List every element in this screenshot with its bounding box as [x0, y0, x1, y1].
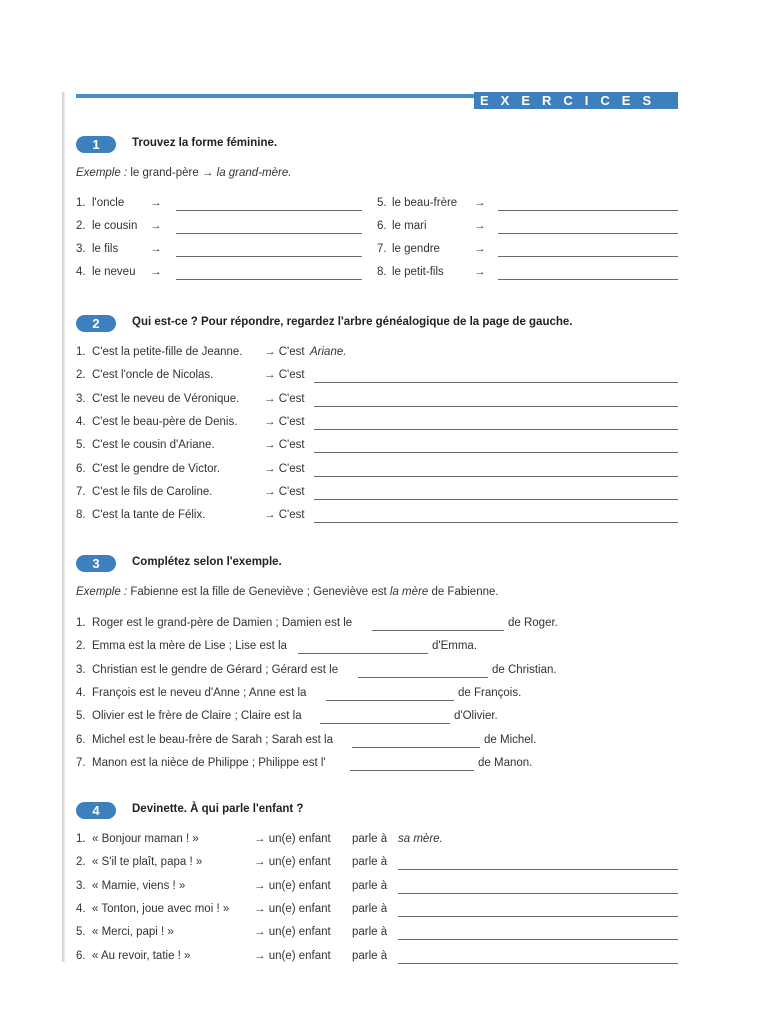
- item-tail: de François.: [458, 686, 522, 699]
- item-text: C'est le fils de Caroline.: [92, 485, 213, 498]
- answer-blank[interactable]: [314, 452, 678, 453]
- item-tail: d'Emma.: [432, 640, 478, 653]
- answer-blank[interactable]: [398, 963, 678, 964]
- answer-blank[interactable]: [176, 210, 362, 211]
- item-number: 4.: [76, 266, 86, 278]
- quote-text: « S'il te plaît, papa ! »: [92, 856, 203, 869]
- item-word: le petit-fils: [392, 266, 444, 278]
- answer-blank[interactable]: [314, 406, 678, 407]
- example-tail: de Fabienne.: [428, 586, 499, 598]
- item-number: 6.: [76, 462, 86, 475]
- item-number: 1.: [76, 617, 86, 629]
- item-text: C'est la petite-fille de Jeanne.: [92, 346, 243, 358]
- item-word: le fils: [92, 243, 119, 255]
- item-text: C'est le beau-père de Denis.: [92, 415, 238, 428]
- item-number: 4.: [76, 686, 86, 699]
- item-text: C'est le neveu de Véronique.: [92, 392, 240, 405]
- answer-blank[interactable]: [398, 916, 678, 917]
- item-number: 3.: [76, 243, 86, 255]
- item-tail: de Manon.: [478, 756, 533, 769]
- speaker-text: → un(e) enfant: [254, 926, 331, 939]
- item-number: 3.: [76, 663, 86, 676]
- item-number: 2.: [76, 640, 86, 653]
- exercise-2-title: Qui est-ce ? Pour répondre, regardez l'arbre généalogique de la page de gauche.: [132, 316, 573, 328]
- answer-prefix: → C'est: [264, 346, 305, 358]
- speaker-text: → un(e) enfant: [254, 856, 331, 869]
- exercise-4-title: Devinette. À qui parle l'enfant ?: [132, 803, 304, 815]
- example-label: Exemple :: [76, 167, 128, 179]
- example-answer: la mère: [389, 586, 429, 598]
- item-number: 7.: [377, 243, 387, 255]
- item-number: 2.: [76, 220, 86, 232]
- arrow-icon: →: [150, 197, 162, 209]
- item-text: C'est le cousin d'Ariane.: [92, 439, 215, 452]
- section-header: EXERCICES: [474, 92, 678, 109]
- item-number: 1.: [76, 346, 86, 358]
- verb-text: parle à: [352, 856, 388, 869]
- answer-blank[interactable]: [498, 233, 678, 234]
- item-text: Christian est le gendre de Gérard ; Gérard est le: [92, 663, 339, 676]
- exercise-2-badge: 2: [76, 315, 116, 332]
- speaker-text: → un(e) enfant: [254, 949, 331, 962]
- item-number: 4.: [76, 415, 86, 428]
- exercise-3-title: Complétez selon l'exemple.: [132, 556, 282, 568]
- item-number: 5.: [76, 439, 86, 452]
- answer-prefix: → C'est: [264, 369, 305, 382]
- item-word: l'oncle: [92, 197, 125, 209]
- item-text: Manon est la nièce de Philippe ; Philippe est l': [92, 756, 326, 769]
- item-number: 8.: [76, 509, 86, 522]
- example-answer: Ariane.: [310, 346, 347, 358]
- item-number: 5.: [76, 926, 86, 939]
- answer-prefix: → C'est: [264, 485, 305, 498]
- answer-blank[interactable]: [320, 723, 450, 724]
- example-answer: la grand-mère.: [216, 167, 292, 179]
- item-text: C'est le gendre de Victor.: [92, 462, 220, 475]
- example-label: Exemple :: [76, 586, 128, 598]
- item-number: 1.: [76, 197, 86, 209]
- item-number: 5.: [377, 197, 387, 209]
- speaker-text: → un(e) enfant: [254, 833, 331, 845]
- item-text: C'est l'oncle de Nicolas.: [92, 369, 214, 382]
- answer-blank[interactable]: [352, 747, 480, 748]
- item-word: le cousin: [92, 220, 138, 232]
- arrow-icon: →: [474, 220, 486, 232]
- exercise-1-title: Trouvez la forme féminine.: [132, 137, 278, 149]
- item-word: le neveu: [92, 266, 136, 278]
- arrow-icon: →: [474, 197, 486, 209]
- item-number: 3.: [76, 392, 86, 405]
- answer-blank[interactable]: [498, 256, 678, 257]
- arrow-icon: →: [474, 266, 486, 278]
- arrow-icon: →: [150, 243, 162, 255]
- item-text: François est le neveu d'Anne ; Anne est la: [92, 686, 307, 699]
- item-number: 4.: [76, 902, 86, 915]
- exercise-3-badge: 3: [76, 555, 116, 572]
- answer-blank[interactable]: [372, 630, 504, 631]
- quote-text: « Merci, papi ! »: [92, 926, 174, 939]
- answer-blank[interactable]: [498, 210, 678, 211]
- answer-prefix: → C'est: [264, 462, 305, 475]
- exercise-3-example: [76, 586, 499, 598]
- answer-blank[interactable]: [498, 279, 678, 280]
- quote-text: « Au revoir, tatie ! »: [92, 949, 191, 962]
- answer-blank[interactable]: [314, 499, 678, 500]
- answer-blank[interactable]: [314, 382, 678, 383]
- answer-blank[interactable]: [176, 279, 362, 280]
- item-number: 5.: [76, 710, 86, 723]
- item-text: Olivier est le frère de Claire ; Claire est la: [92, 710, 302, 723]
- arrow-icon: →: [150, 220, 162, 232]
- verb-text: parle à: [352, 833, 388, 845]
- item-word: le beau-frère: [392, 197, 458, 209]
- item-text: Emma est la mère de Lise ; Lise est la: [92, 640, 287, 653]
- verb-text: parle à: [352, 926, 388, 939]
- item-tail: de Roger.: [508, 617, 558, 629]
- answer-blank[interactable]: [314, 522, 678, 523]
- item-word: le mari: [392, 220, 427, 232]
- item-number: 2.: [76, 856, 86, 869]
- answer-blank[interactable]: [350, 770, 474, 771]
- item-tail: de Christian.: [492, 663, 557, 676]
- quote-text: « Tonton, joue avec moi ! »: [92, 902, 230, 915]
- example-answer: sa mère.: [398, 833, 443, 845]
- item-number: 6.: [377, 220, 387, 232]
- answer-blank[interactable]: [314, 429, 678, 430]
- item-number: 1.: [76, 833, 86, 845]
- item-tail: de Michel.: [484, 733, 537, 746]
- exercise-1-example: [76, 167, 291, 179]
- verb-text: parle à: [352, 902, 388, 915]
- answer-blank[interactable]: [358, 677, 488, 678]
- item-number: 6.: [76, 733, 86, 746]
- example-text: Fabienne est la fille de Geneviève ; Geneviève est: [127, 586, 390, 598]
- item-text: C'est la tante de Félix.: [92, 509, 206, 522]
- verb-text: parle à: [352, 879, 388, 892]
- answer-blank[interactable]: [298, 653, 428, 654]
- speaker-text: → un(e) enfant: [254, 902, 331, 915]
- item-tail: d'Olivier.: [454, 710, 498, 723]
- answer-blank[interactable]: [326, 700, 454, 701]
- speaker-text: → un(e) enfant: [254, 879, 331, 892]
- quote-text: « Bonjour maman ! »: [92, 833, 199, 845]
- answer-prefix: → C'est: [264, 509, 305, 522]
- item-number: 3.: [76, 879, 86, 892]
- answer-blank[interactable]: [314, 476, 678, 477]
- header-rule: [76, 94, 474, 98]
- arrow-icon: →: [150, 266, 162, 278]
- answer-prefix: → C'est: [264, 415, 305, 428]
- answer-blank[interactable]: [398, 869, 678, 870]
- item-text: Michel est le beau-frère de Sarah ; Sarah est la: [92, 733, 333, 746]
- item-number: 7.: [76, 485, 86, 498]
- answer-blank[interactable]: [176, 233, 362, 234]
- item-number: 8.: [377, 266, 387, 278]
- arrow-icon: →: [474, 243, 486, 255]
- answer-blank[interactable]: [398, 893, 678, 894]
- answer-blank[interactable]: [176, 256, 362, 257]
- answer-prefix: → C'est: [264, 439, 305, 452]
- item-word: le gendre: [392, 243, 440, 255]
- verb-text: parle à: [352, 949, 388, 962]
- answer-prefix: → C'est: [264, 392, 305, 405]
- item-number: 2.: [76, 369, 86, 382]
- item-number: 7.: [76, 756, 86, 769]
- exercise-1-badge: 1: [76, 136, 116, 153]
- answer-blank[interactable]: [398, 939, 678, 940]
- example-text: le grand-père →: [127, 167, 217, 179]
- item-number: 6.: [76, 949, 86, 962]
- quote-text: « Mamie, viens ! »: [92, 879, 186, 892]
- item-text: Roger est le grand-père de Damien ; Damien est le: [92, 617, 353, 629]
- exercise-4-badge: 4: [76, 802, 116, 819]
